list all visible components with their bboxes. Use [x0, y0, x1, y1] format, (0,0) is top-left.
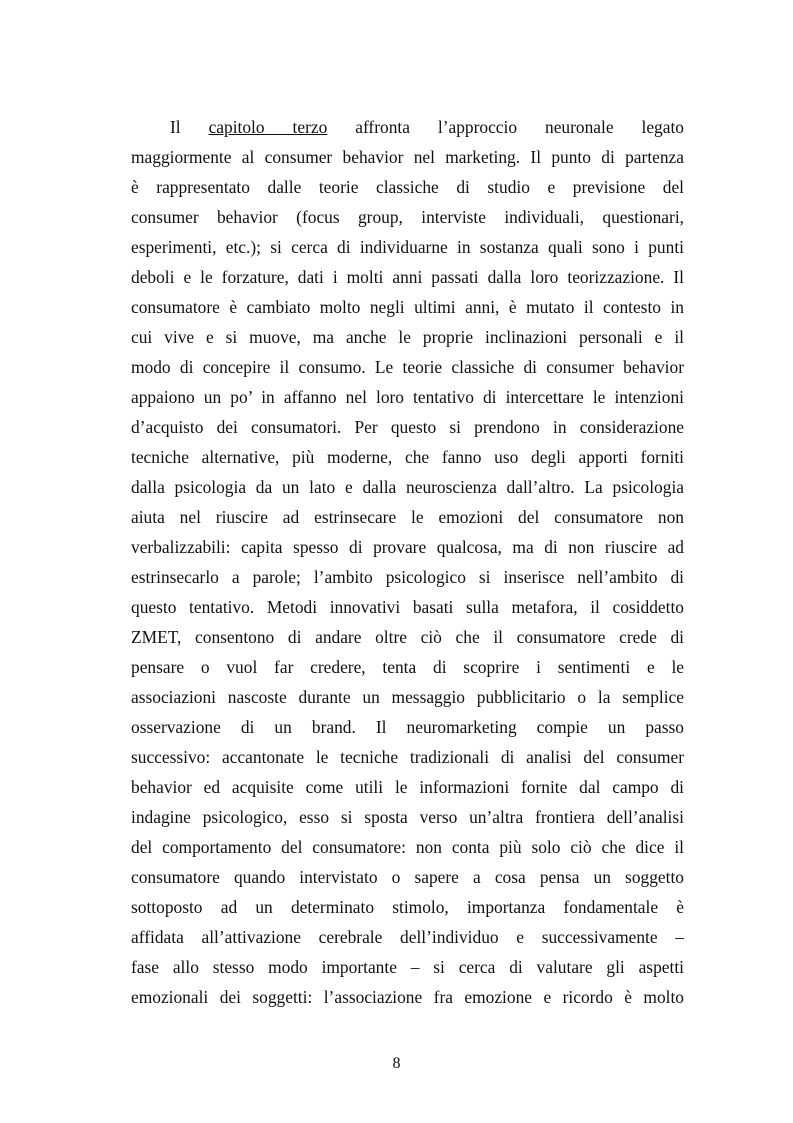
text-line: consumatore è cambiato molto negli ultimi anni, è mutato il contesto in: [131, 297, 684, 317]
text-line: sottoposto ad un determinato stimolo, importanza fondamentale è: [131, 897, 684, 917]
text-line: aiuta nel riuscire ad estrinsecare le emozioni del consumatore non: [131, 507, 684, 527]
text-line: questo tentativo. Metodi innovativi basati sulla metafora, il cosiddetto: [131, 597, 684, 617]
text-line: ZMET, consentono di andare oltre ciò che il consumatore crede di: [131, 627, 684, 647]
text-line: behavior ed acquisite come utili le informazioni fornite dal campo di: [131, 777, 684, 797]
first-word: Il: [170, 117, 181, 137]
chapter-reference: capitolo terzo: [208, 117, 328, 137]
text-line: consumatore quando intervistato o sapere a cosa pensa un soggetto: [131, 867, 684, 887]
text-line: verbalizzabili: capita spesso di provare qualcosa, ma di non riuscire ad: [131, 537, 684, 557]
text-line: emozionali dei soggetti: l’associazione fra emozione e ricordo è molto: [131, 987, 684, 1007]
text-line: maggiormente al consumer behavior nel marketing. Il punto di partenza: [131, 147, 684, 167]
text-line: cui vive e si muove, ma anche le proprie inclinazioni personali e il: [131, 327, 684, 347]
text-line: modo di concepire il consumo. Le teorie classiche di consumer behavior: [131, 357, 684, 377]
text-line: d’acquisto dei consumatori. Per questo si prendono in considerazione: [131, 417, 684, 437]
paragraph-first-line: [131, 112, 684, 142]
body-paragraph: [131, 112, 684, 1012]
text-line: esperimenti, etc.); si cerca di individuarne in sostanza quali sono i punti: [131, 237, 684, 257]
text-line: è rappresentato dalle teorie classiche di studio e previsione del: [131, 177, 684, 197]
text-line: associazioni nascoste durante un messaggio pubblicitario o la semplice: [131, 687, 684, 707]
text-line: affidata all’attivazione cerebrale dell’individuo e successivamente –: [131, 927, 684, 947]
text-line: tecniche alternative, più moderne, che fanno uso degli apporti forniti: [131, 447, 684, 467]
text-line: deboli e le forzature, dati i molti anni passati dalla loro teorizzazione. Il: [131, 267, 684, 287]
text-line: osservazione di un brand. Il neuromarketing compie un passo: [131, 717, 684, 737]
text-line: pensare o vuol far credere, tenta di scoprire i sentimenti e le: [131, 657, 684, 677]
text-line: consumer behavior (focus group, interviste individuali, questionari,: [131, 207, 684, 227]
page-number: 8: [392, 1055, 401, 1072]
text-line: estrinsecarlo a parole; l’ambito psicologico si inserisce nell’ambito di: [131, 567, 684, 587]
text-line: fase allo stesso modo importante – si cerca di valutare gli aspetti: [131, 957, 684, 977]
text-line: successivo: accantonate le tecniche tradizionali di analisi del consumer: [131, 747, 684, 767]
text-line: del comportamento del consumatore: non conta più solo ciò che dice il: [131, 837, 684, 857]
first-line-rest: affronta l’approccio neuronale legato: [355, 117, 684, 137]
text-line: appaiono un po’ in affanno nel loro tentativo di intercettare le intenzioni: [131, 387, 684, 407]
text-line: dalla psicologia da un lato e dalla neuroscienza dall’altro. La psicologia: [131, 477, 684, 497]
text-line: indagine psicologico, esso si sposta verso un’altra frontiera dell’analisi: [131, 807, 684, 827]
